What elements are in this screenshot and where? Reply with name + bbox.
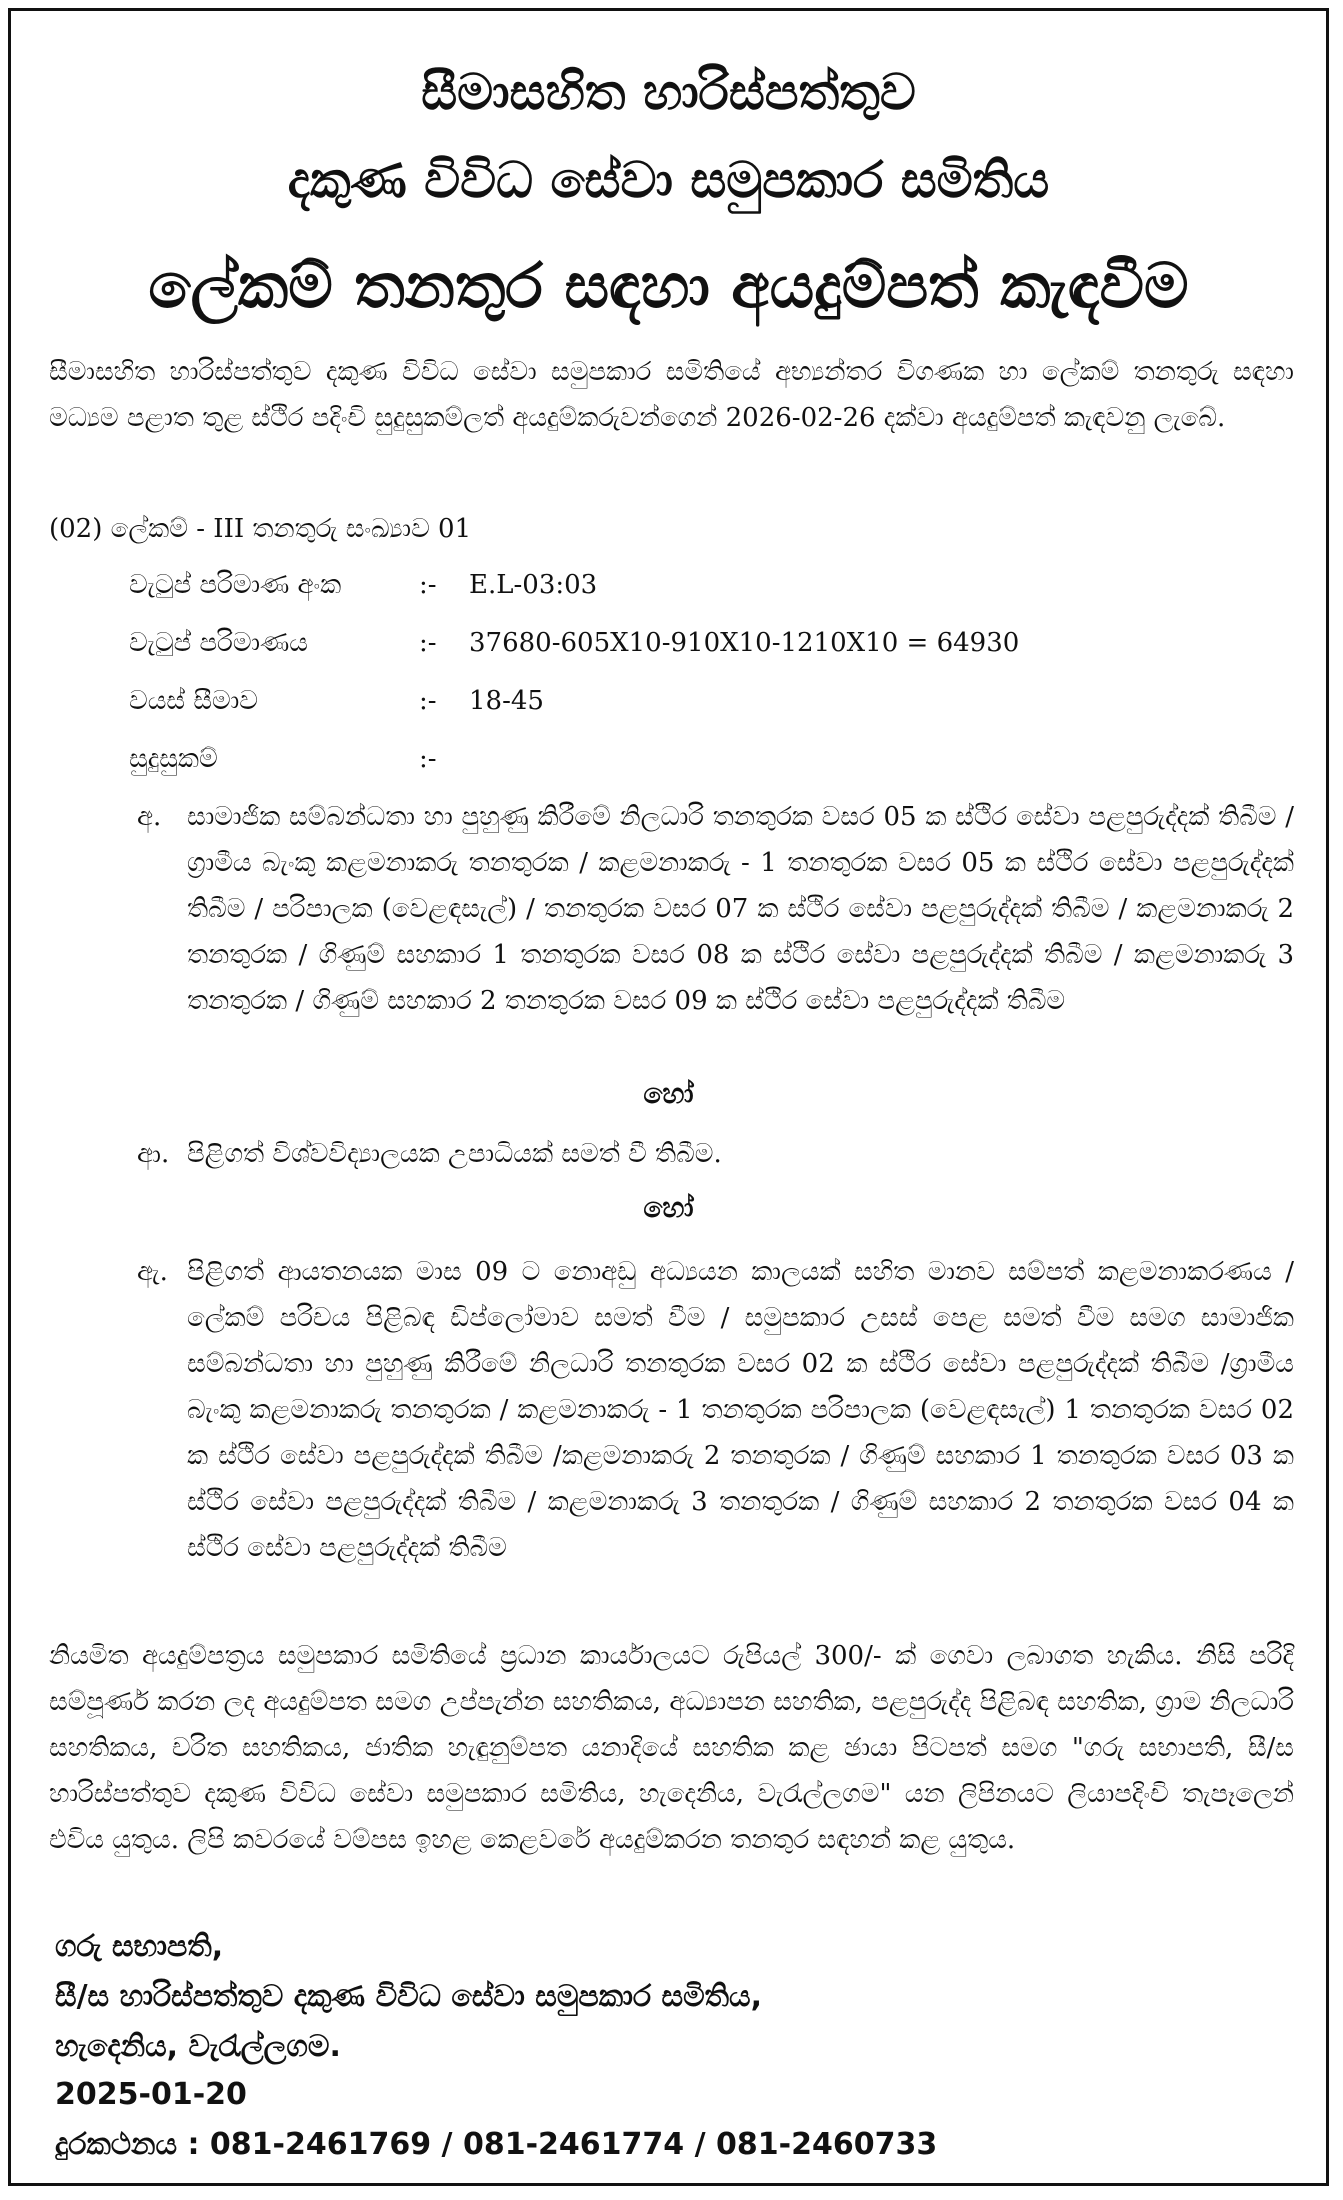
detail-value: 37680-605X10-910X10-1210X10 = 64930	[469, 628, 1020, 658]
header-society-name: සීමාසහිත හාරිස්පත්තුව	[421, 63, 916, 121]
qualification-marker: අ.	[137, 802, 162, 832]
qualification-a	[137, 794, 1294, 1024]
detail-separator: :-	[419, 570, 437, 600]
telephone-numbers: දුරකථනය : 081-2461769 / 081-2461774 / 081-2460733	[55, 2127, 938, 2162]
detail-separator: :-	[419, 628, 437, 658]
detail-row-salary-code	[129, 562, 597, 608]
signature-title: ගරු සභාපති,	[55, 1929, 224, 1964]
detail-value: E.L-03:03	[469, 570, 598, 600]
page-title: ලේකම් තනතුර සඳහා අයදුම්පත් කැඳවීම	[148, 249, 1189, 322]
qualification-aa	[137, 1131, 1294, 1177]
detail-value: 18-45	[469, 686, 544, 716]
qualification-text: සාමාජික සම්බන්ධතා හා පුහුණු කිරීමේ නිලධාරි තනතුරක වසර 05 ක ස්ථිර සේවා පළපුරුද්දක් තිබීම / ග්‍රාමීය බැංකු කළමනාකරු තනතුරක / කළමනාකරු - 1 තනතුරක වසර 05 ක ස්ථිර සේවා පළපුරුද්දක් තිබීම / පරිපාලක (වෙළඳසැල්) / තනතුරක වසර 07 ක ස්ථිර සේවා පළපුරුද්දක් තිබීම / කළමනාකරු 2 තනතුරක / ගිණුම් සහකාර 1 තනතුරක වසර 08 ක ස්ථිර සේවා පළපුරුද්දක් තිබීම / කළමනාකරු 3 තනතුරක / ගිණුම් සහකාර 2 තනතුරක වසර 09 ක ස්ථිර සේවා පළපුරුද්දක් තිබීම	[187, 802, 1294, 1016]
detail-row-salary-scale	[129, 620, 1019, 666]
qualification-text: පිළිගත් ආයතනයක මාස 09 ට නොඅඩු අධ්‍යයන කාලයක් සහිත මානව සම්පත් කළමනාකරණය / ලේකම් පරිචය පිළිබඳ ඩිප්ලෝමාව සමත් වීම / සමුපකාර උසස් පෙළ සමත් වීම සමග සාමාජික සම්බන්ධතා හා පුහුණු කිරීමේ නිලධාරි තනතුරක වසර 02 ක ස්ථිර සේවා පළපුරුද්දක් තිබීම /ග්‍රාමීය බැංකු කළමනාකරු තනතුරක / කළමනාකරු - 1 තනතුරක පරිපාලක (වෙළඳසැල්) 1 තනතුරක වසර 02 ක ස්ථිර සේවා පළපුරුද්දක් තිබීම /කළමනාකරු 2 තනතුරක / ගිණුම් සහකාර 1 තනතුරක වසර 03 ක ස්ථිර සේවා පළපුරුද්දක් තිබීම / කළමනාකරු 3 තනතුරක / ගිණුම් සහකාර 2 තනතුරක වසර 04 ක ස්ථිර සේවා පළපුරුද්දක් තිබීම	[187, 1257, 1294, 1563]
signature-date: 2025-01-20	[55, 2077, 247, 2112]
signature-address: හැදෙනිය, වැරැල්ලගම.	[55, 2029, 341, 2064]
signature-society: සී/ස හාරිස්පත්තුව දකුණ විවිධ සේවා සමුපකාර සමිතිය,	[55, 1979, 762, 2014]
advertisement-page	[8, 8, 1329, 2186]
detail-separator: :-	[419, 744, 437, 774]
detail-row-qualifications	[129, 736, 469, 782]
qualification-marker: ආ.	[137, 1139, 170, 1169]
detail-separator: :-	[419, 686, 437, 716]
application-instructions: නියමිත අයදුම්පත්‍රය සමුපකාර සමිතියේ ප්‍රධාන කාර්යාලයට රුපියල් 300/- ක් ගෙවා ලබාගත හැකිය. නිසි පරිදි සම්පූර්ණ කරන ලද අයදුම්පත සමග උප්පැන්න සහතිකය, අධ්‍යාපන සහතික, පළපුරුද්ද පිළිබඳ සහතික, ග්‍රාම නිලධාරි සහතිකය, චරිත සහතිකය, ජාතික හැඳුනුම්පත යනාදියේ සහතික කළ ඡායා පිටපත් සමග "ගරු සභාපති, සී/ස හාරිස්පත්තුව දකුණ විවිධ සේවා සමුපකාර සමිතිය, හැදෙනිය, වැරැල්ලගම" යන ලිපිනයට ලියාපදිංචි තැපෑලෙන් එවිය යුතුය. ලිපි කවරයේ වම්පස ඉහළ කෙළවරේ අයදුම්කරන තනතුර සඳහන් කළ යුතුය.	[49, 1641, 1294, 1855]
detail-label: වැටුප් පරිමාණය	[129, 628, 308, 658]
detail-label: වයස් සීමාව	[129, 686, 258, 716]
qualification-marker: ඇ.	[137, 1257, 168, 1287]
detail-label: සුදුසුකම්	[129, 744, 218, 774]
or-separator: හෝ	[643, 1191, 694, 1224]
qualification-ae	[137, 1249, 1294, 1571]
detail-row-age-limit	[129, 678, 544, 724]
qualification-text: පිළිගත් විශ්වවිද්‍යාලයක උපාධියක් සමත් වී තිබීම.	[187, 1139, 722, 1169]
intro-paragraph: සීමාසහිත හාරිස්පත්තුව දකුණ විවිධ සේවා සමුපකාර සමිතියේ අභ්‍යන්තර විගණක හා ලේකම් තනතුරු සඳහා මධ්‍යම පළාත තුළ ස්ථිර පදිංචි සුදුසුකම්ලත් අයදුම්කරුවන්ගෙන් 2026-02-26 දක්වා අයදුම්පත් කැඳවනු ලැබේ.	[49, 357, 1294, 433]
header-society-type: දකුණ විවිධ සේවා සමුපකාර සමිතිය	[287, 151, 1050, 209]
detail-label: වැටුප් පරිමාණ අංක	[129, 570, 342, 600]
or-separator: හෝ	[643, 1077, 694, 1110]
post-heading: (02) ලේකම් - III තනතුරු සංඛ්‍යාව 01	[49, 514, 472, 544]
